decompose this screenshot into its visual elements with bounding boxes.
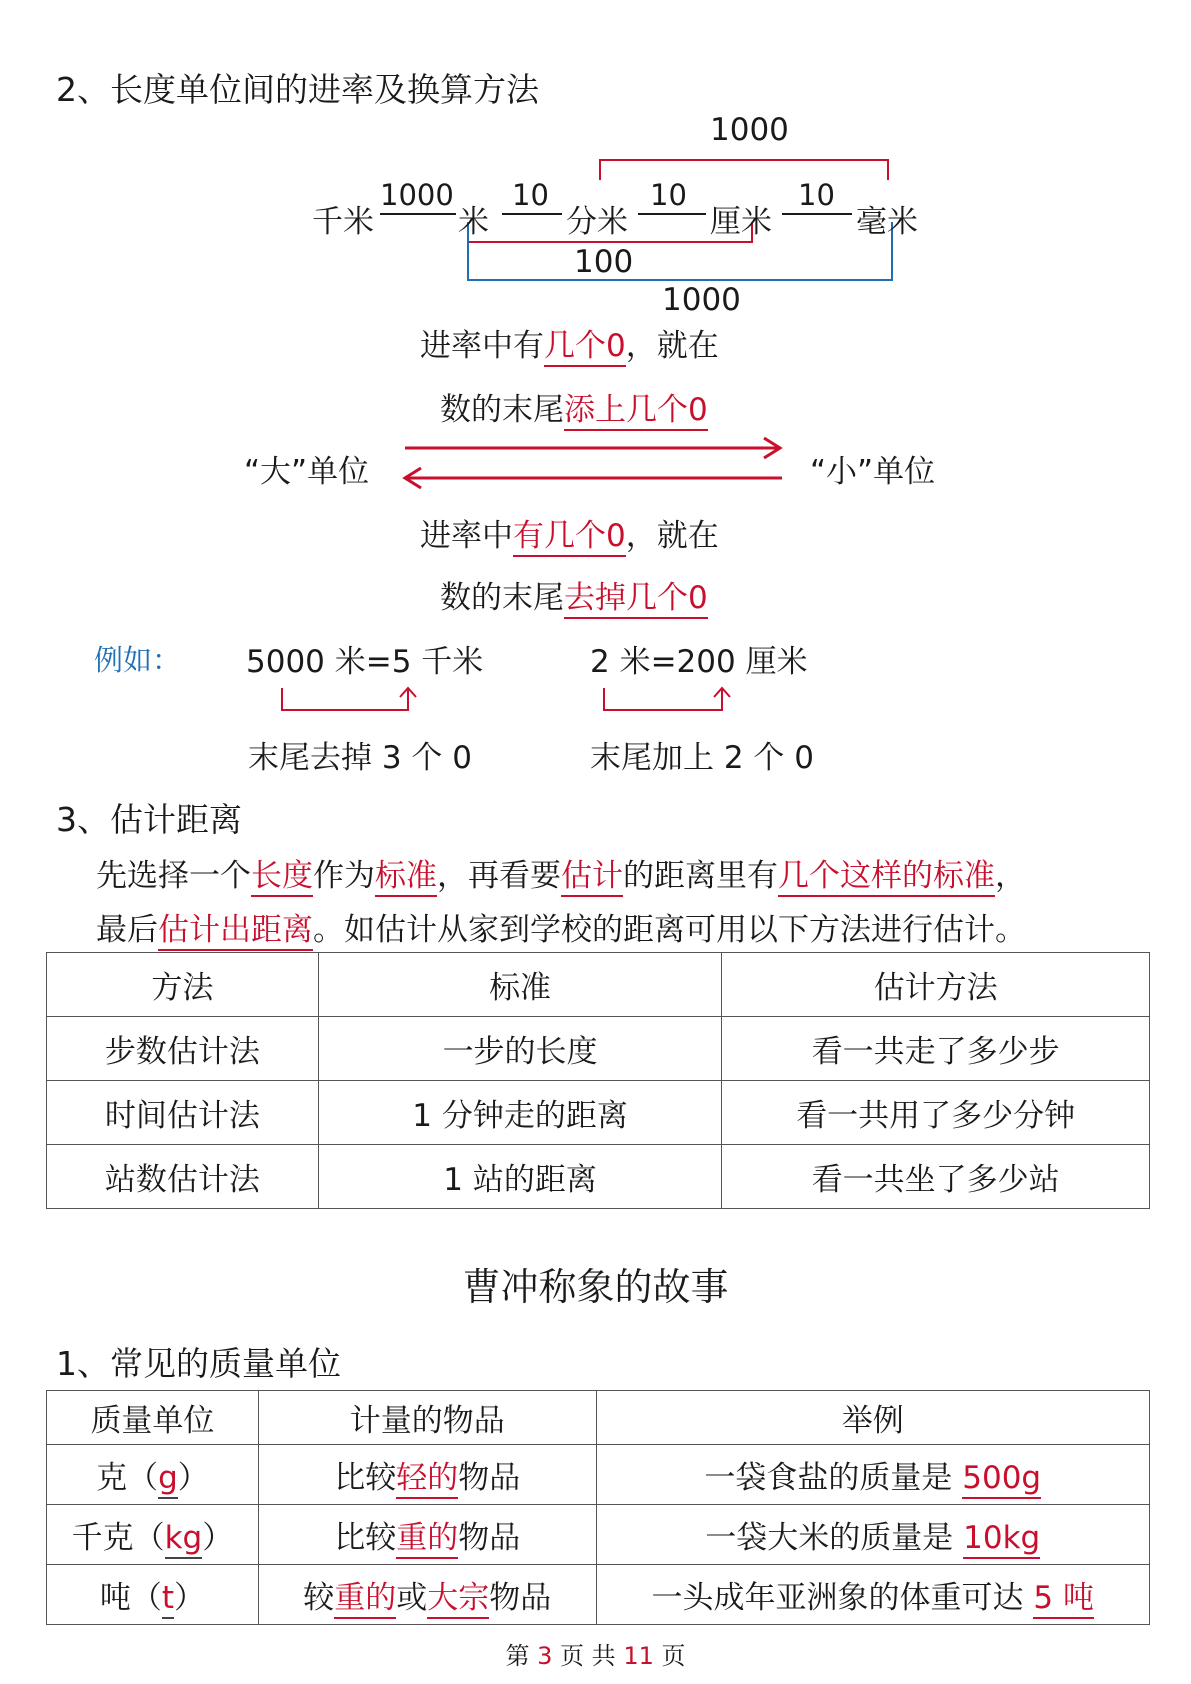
estimate-table (46, 952, 1150, 1209)
example-label: 例如： (94, 643, 182, 677)
mass-heading: 1、常见的质量单位 (56, 1344, 341, 1383)
bracket-top-label: 1000 (710, 112, 789, 148)
rate-cm-mm: 10 (798, 178, 835, 212)
mass-example-cell: 一袋食盐的质量是 500g (596, 1445, 1149, 1505)
chapter-title: 曹冲称象的故事 (462, 1265, 729, 1309)
mass-example-cell: 一袋大米的质量是 10kg (596, 1505, 1149, 1565)
table-row (47, 1017, 1150, 1081)
mass-unit-cell: 克（g） (47, 1445, 259, 1505)
table-header-cell: 标准 (318, 953, 722, 1017)
rule-bottom-line1: 进率中有几个0，就在 (420, 510, 719, 555)
mass-example-cell: 一头成年亚洲象的体重可达 5 吨 (596, 1565, 1149, 1625)
mass-header-cell: 质量单位 (47, 1391, 259, 1445)
table-header-cell: 估计方法 (722, 953, 1150, 1017)
example-2-note: 末尾加上 2 个 0 (590, 740, 815, 776)
rate-km-m: 1000 (380, 178, 454, 212)
table-cell: 步数估计法 (47, 1017, 319, 1081)
table-row (47, 1081, 1150, 1145)
example-2: 2 米=200 厘米 (590, 644, 808, 680)
unit-m: 米 (458, 204, 489, 240)
mass-table (46, 1390, 1150, 1625)
rule-top-line2: 数的末尾添上几个0 (440, 384, 708, 429)
unit-cm: 厘米 (710, 204, 772, 240)
rate-dm-cm: 10 (650, 178, 687, 212)
table-cell: 看一共坐了多少站 (722, 1145, 1150, 1209)
mass-item-cell: 比较轻的物品 (258, 1445, 596, 1505)
rate-m-dm: 10 (512, 178, 549, 212)
unit-km: 千米 (312, 204, 374, 240)
mass-header-row (47, 1391, 1150, 1445)
mass-unit-cell: 吨（t） (47, 1565, 259, 1625)
example-1: 5000 米=5 千米 (246, 644, 484, 680)
mass-row (47, 1445, 1150, 1505)
mass-row (47, 1565, 1150, 1625)
bracket-mid-label: 100 (574, 244, 634, 280)
bracket-bottom-label: 1000 (662, 282, 741, 318)
table-cell: 站数估计法 (47, 1145, 319, 1209)
table-cell: 时间估计法 (47, 1081, 319, 1145)
table-cell: 1 站的距离 (318, 1145, 722, 1209)
table-cell: 看一共用了多少分钟 (722, 1081, 1150, 1145)
big-unit-label: “大”单位 (244, 454, 370, 490)
table-header-row (47, 953, 1150, 1017)
rule-bottom-line2: 数的末尾去掉几个0 (440, 572, 708, 617)
table-cell: 1 分钟走的距离 (318, 1081, 722, 1145)
section3-paragraph-line2: 最后估计出距离。如估计从家到学校的距离可用以下方法进行估计。 (96, 904, 1026, 949)
mass-header-cell: 举例 (596, 1391, 1149, 1445)
example-1-note: 末尾去掉 3 个 0 (248, 740, 473, 776)
section3-paragraph-line1: 先选择一个长度作为标准，再看要估计的距离里有几个这样的标准， (96, 850, 1026, 895)
table-cell: 一步的长度 (318, 1017, 722, 1081)
rule-top-line1: 进率中有几个0，就在 (420, 320, 719, 365)
table-cell: 看一共走了多少步 (722, 1017, 1150, 1081)
unit-mm: 毫米 (856, 204, 918, 240)
page-footer: 第 3 页 共 11 页 (505, 1642, 686, 1670)
unit-dm: 分米 (566, 204, 628, 240)
table-header-cell: 方法 (47, 953, 319, 1017)
section2-heading: 2、长度单位间的进率及换算方法 (56, 70, 539, 109)
mass-header-cell: 计量的物品 (258, 1391, 596, 1445)
table-row (47, 1145, 1150, 1209)
mass-item-cell: 比较重的物品 (258, 1505, 596, 1565)
mass-unit-cell: 千克（kg） (47, 1505, 259, 1565)
mass-item-cell: 较重的或大宗物品 (258, 1565, 596, 1625)
mass-row (47, 1505, 1150, 1565)
small-unit-label: “小”单位 (810, 454, 936, 490)
section3-heading: 3、估计距离 (56, 800, 242, 839)
